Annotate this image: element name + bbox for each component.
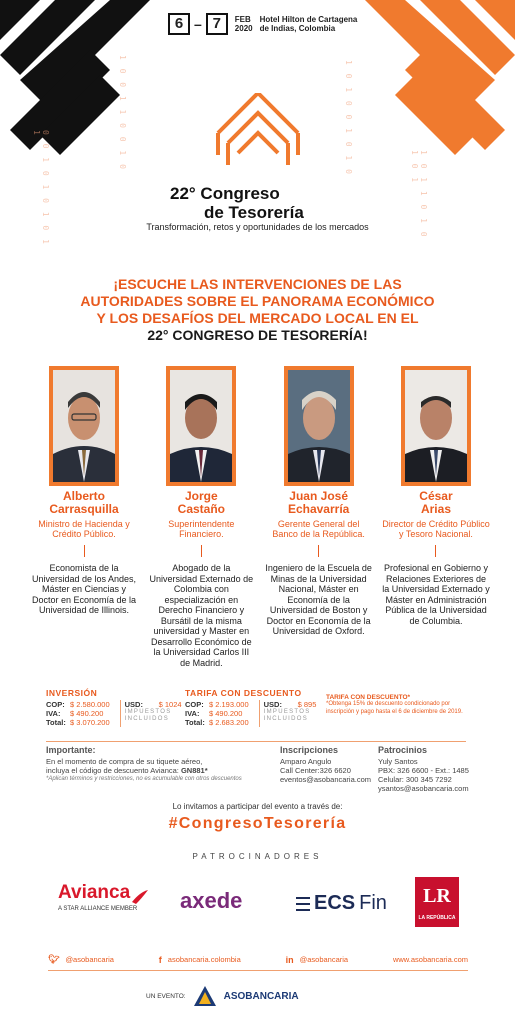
- speaker-card: [265, 370, 373, 668]
- binary-decoration: 1 0 1 1 0 1 0 1 0 1: [410, 150, 428, 239]
- speaker-bio: Ingeniero de la Escuela de Minas de la Universidad Nacional, Máster en Economía de la Universidad de Boston y Doctor en Economía de la Universidad de Oxford.: [265, 563, 372, 636]
- discount-note: TARIFA CON DESCUENTO* *Obtenga 15% de descuento condicionado por inscripción y pago hasta el 6 de diciembre de 2019.: [326, 694, 463, 715]
- ecs-stripes-icon: [296, 896, 310, 912]
- divider: [318, 545, 319, 557]
- left-chevron-graphic: [0, 0, 150, 160]
- divider: [201, 545, 202, 557]
- speaker-photo: [53, 370, 115, 482]
- sponsorship-email-link[interactable]: ysantos@asobancaria.com: [378, 784, 469, 793]
- twitter-icon: 🐦︎: [48, 954, 60, 964]
- binary-decoration: 1 0 1 0 0 1 0 1 0: [344, 60, 353, 176]
- avianca-logo[interactable]: Avianca A STAR ALLIANCE MEMBER: [58, 882, 148, 912]
- speaker-name: Alberto Carrasquilla: [49, 489, 119, 516]
- divider: [84, 545, 85, 557]
- sponsorship-contact: Patrocinios Yuly Santos PBX: 326 6600 - Ext.: 1485 Celular: 300 345 7292 ysantos@asobancaria.com: [378, 745, 498, 793]
- speakers-list: [30, 370, 490, 668]
- linkedin-link[interactable]: in @asobancaria: [285, 954, 349, 965]
- linkedin-icon: in: [285, 954, 294, 965]
- pricing-inversion: INVERSIÓN COP: $ 2.580.000 IVA: $ 490.200 Total: $ 3.070.200 USD: $ 1024 IMPUESTOS INCLUIDOS: [46, 688, 187, 727]
- registration-contact: Inscripciones Amparo Angulo Call Center:326 6620 eventos@asobancaria.com: [280, 745, 371, 784]
- speaker-photo: [288, 370, 350, 482]
- asobancaria-logo-icon: [194, 986, 216, 1006]
- speaker-name: Jorge Castaño: [177, 489, 225, 516]
- registration-email-link[interactable]: eventos@asobancaria.com: [280, 775, 371, 784]
- speaker-name: Juan José Echavarría: [287, 489, 350, 516]
- axede-logo[interactable]: axede: [180, 888, 243, 913]
- ecsfin-logo[interactable]: ECS Fin: [296, 892, 387, 915]
- binary-decoration: 1 0 0 1 1 0 0 1 0: [118, 55, 127, 171]
- speaker-role: Ministro de Hacienda y Crédito Público.: [38, 519, 130, 539]
- date-start: 6: [168, 13, 190, 35]
- avianca-bird-icon: [132, 890, 148, 904]
- hashtag[interactable]: #CongresoTesorería: [168, 815, 347, 832]
- pricing-descuento: TARIFA CON DESCUENTO COP: $ 2.193.000 IVA: $ 490.200 Total: $ 2.683.200 USD: $ 895 IMPUESTOS INCLUIDOS: [185, 688, 326, 727]
- speaker-photo: [170, 370, 232, 482]
- sponsors-title: PATROCINADORES: [192, 852, 323, 861]
- divider: [435, 545, 436, 557]
- venue: Hotel Hilton de Cartagena de Indias, Colombia: [259, 15, 358, 33]
- speaker-name: César Arias: [419, 489, 453, 516]
- speaker-card: [30, 370, 138, 668]
- asobancaria-logo[interactable]: ASOBANCARIA: [223, 990, 299, 1002]
- speaker-card: [147, 370, 255, 668]
- date-month-year: FEB 2020: [234, 15, 253, 33]
- speaker-bio: Abogado de la Universidad Externado de Colombia con especialización en Derecho Financiero y Bursátil de la misma universidad y Master en Desarrollo Económico de la Universidad Carlos III de Madrid.: [149, 563, 254, 668]
- important-info: Importante: En el momento de compra de su tiquete aéreo, incluya el código de descuento Avianca: GN881* *Aplican términos y restricciones, no es acumulable con otros descuentos: [46, 745, 242, 782]
- hero-banner: [0, 0, 515, 250]
- speaker-photo: [405, 370, 467, 482]
- divider: [48, 970, 468, 971]
- speaker-role: Gerente General del Banco de la República.: [272, 519, 365, 539]
- invite-text: Lo invitamos a participar del evento a través de:: [172, 802, 343, 811]
- facebook-icon: f: [158, 954, 162, 965]
- event-title: 22° Congreso de Tesorería: [170, 184, 304, 222]
- organizer-footer: UN EVENTO: ASOBANCARIA: [146, 986, 299, 1006]
- la-republica-logo[interactable]: LR LA REPÚBLICA: [415, 877, 459, 927]
- speaker-card: [382, 370, 490, 668]
- right-chevron-graphic: [355, 0, 515, 160]
- speaker-role: Director de Crédito Público y Tesoro Nacional.: [382, 519, 490, 539]
- event-date: 6 – 7 FEB 2020 Hotel Hilton de Cartagena de Indias, Colombia: [168, 13, 357, 35]
- website-link[interactable]: www.asobancaria.com: [392, 955, 468, 964]
- speaker-bio: Profesional en Gobierno y Relaciones Exteriores de la Universidad Externado y Máster en Administración Pública de la Universidad de Columbia.: [382, 563, 490, 626]
- social-links: [48, 954, 468, 965]
- event-subtitle: Transformación, retos y oportunidades de los mercados: [146, 222, 369, 232]
- congress-diamond-logo: [214, 93, 302, 173]
- headline: ¡ESCUCHE LAS INTERVENCIONES DE LAS AUTORIDADES SOBRE EL PANORAMA ECONÓMICO Y LOS DESAFÍOS DEL MERCADO LOCAL EN EL 22° CONGRESO DE TESORERÍA!: [80, 276, 435, 343]
- facebook-link[interactable]: f asobancaria.colombia: [158, 954, 241, 965]
- speaker-bio: Economista de la Universidad de los Andes, Máster en Ciencias y Doctor en Economía de la Universidad de Illinois.: [31, 563, 137, 615]
- speaker-role: Superintendente Financiero.: [168, 519, 235, 539]
- date-end: 7: [206, 13, 228, 35]
- binary-decoration: 0 0 1 0 1 0 1 0 1 1: [32, 130, 50, 246]
- twitter-link[interactable]: 🐦︎ @asobancaria: [48, 954, 114, 964]
- divider: [46, 741, 466, 742]
